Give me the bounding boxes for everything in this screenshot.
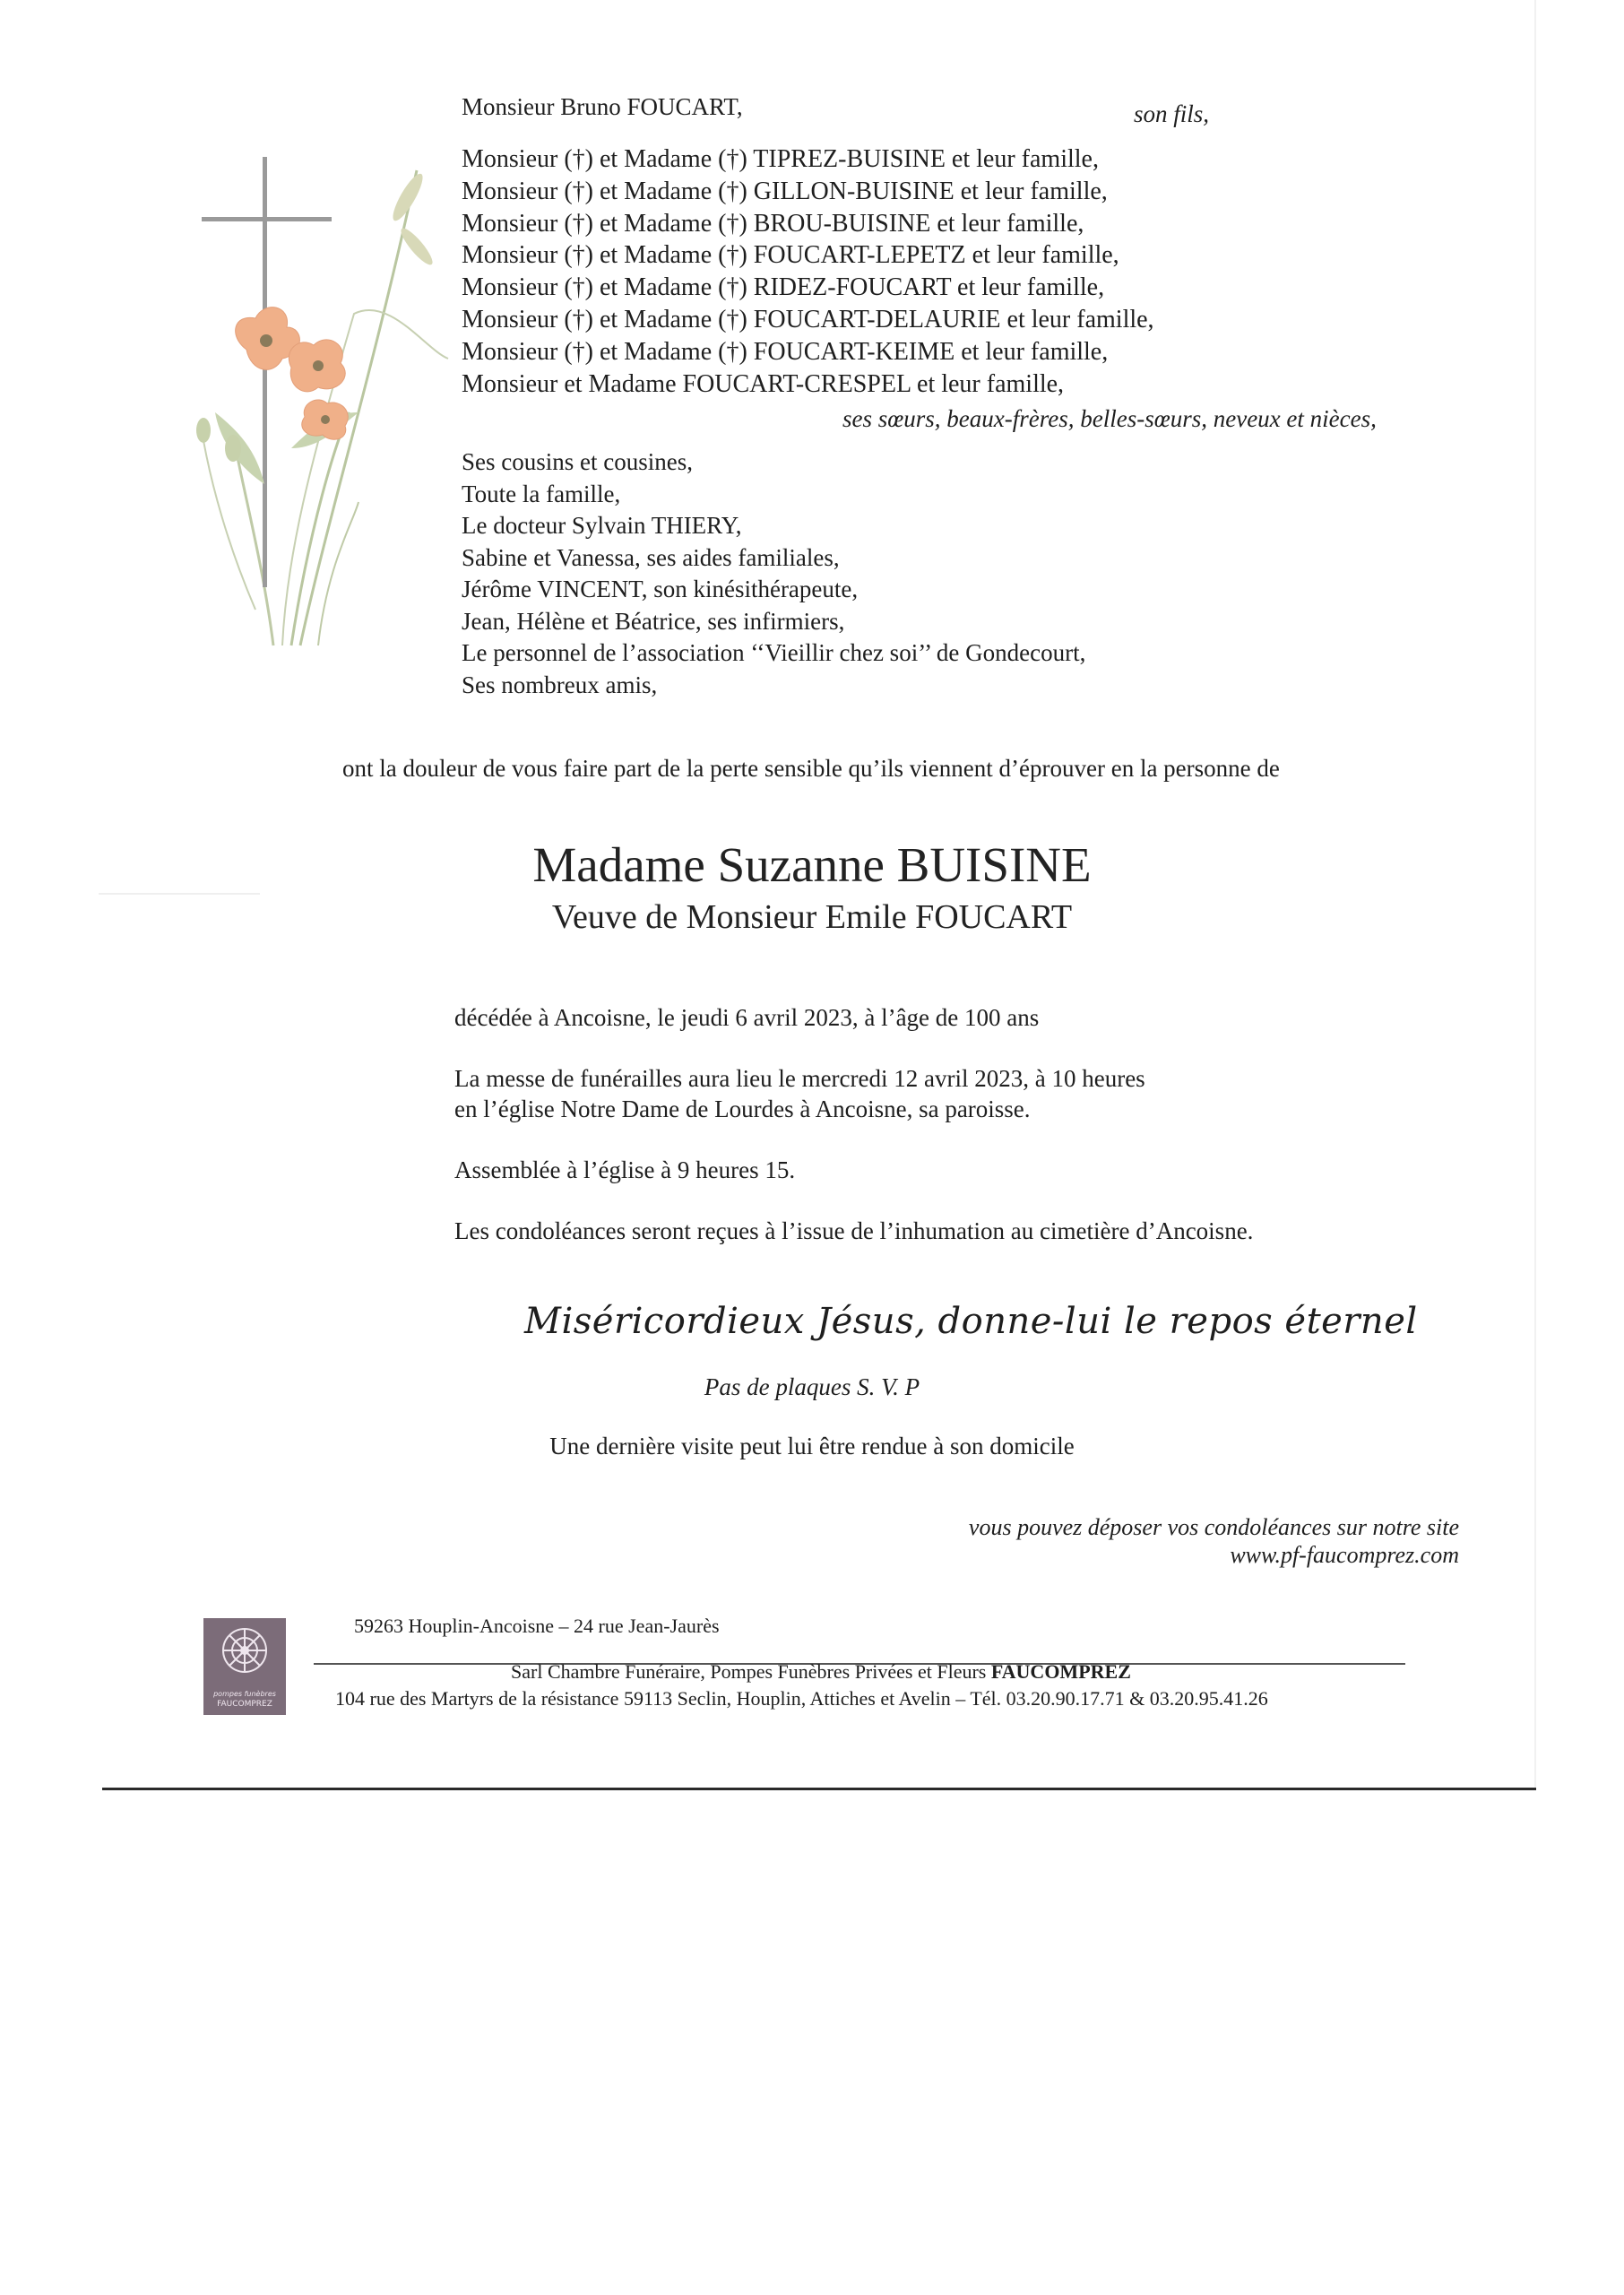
mourner-line: Le personnel de l’association ‘‘Vieillir chez soi’’ de Gondecourt, bbox=[462, 639, 1086, 666]
visit-note: Une dernière visite peut lui être rendue à son domicile bbox=[549, 1433, 1075, 1459]
funeral-line-1: La messe de funérailles aura lieu le mercredi 12 avril 2023, à 10 heures bbox=[454, 1065, 1145, 1092]
family-line: Monsieur (†) et Madame (†) TIPREZ-BUISINE et leur famille, bbox=[462, 145, 1099, 173]
mourner-line: Sabine et Vanessa, ses aides familiales, bbox=[462, 543, 840, 571]
announcement: ont la douleur de vous faire part de la perte sensible qu’ils viennent d’éprouver en la personne de bbox=[342, 755, 1280, 782]
mourner-line: Jean, Hélène et Béatrice, ses infirmiers, bbox=[462, 607, 845, 635]
family-line: Monsieur et Madame FOUCART-CRESPEL et leur famille, bbox=[462, 369, 1065, 398]
online-condolences: vous pouvez déposer vos condoléances sur notre site bbox=[968, 1514, 1459, 1540]
logo-brand: FAUCOMPREZ bbox=[217, 1700, 272, 1709]
prayer: Miséricordieux Jésus, donne-lui le repos éternel bbox=[524, 1301, 1418, 1342]
no-plaques: Pas de plaques S. V. P bbox=[704, 1373, 920, 1400]
company-name: FAUCOMPREZ bbox=[990, 1660, 1131, 1683]
mourner-line: Le docteur Sylvain THIERY, bbox=[462, 512, 742, 539]
footer-company-address: 104 rue des Martyrs de la résistance 59113 Seclin, Houplin, Attiches et Avelin – Tél. 03.20.90.17.71 & 03.20.95.41.26 bbox=[335, 1687, 1268, 1710]
family-relation: ses sœurs, beaux-frères, belles-sœurs, neveux et nièces, bbox=[842, 405, 1377, 432]
company-description: Sarl Chambre Funéraire, Pompes Funèbres Privées et Fleurs bbox=[511, 1660, 987, 1683]
assembly-details: Assemblée à l’église à 9 heures 15. bbox=[454, 1156, 796, 1183]
family-line: Monsieur (†) et Madame (†) FOUCART-DELAURIE et leur famille, bbox=[462, 305, 1154, 333]
mourner-line: Jérôme VINCENT, son kinésithérapeute, bbox=[462, 576, 859, 602]
son-relation: son fils, bbox=[1134, 100, 1210, 127]
bottom-rule bbox=[102, 1788, 1536, 1790]
mourner-line: Toute la famille, bbox=[462, 480, 621, 507]
website-link[interactable]: www.pf-faucomprez.com bbox=[1230, 1542, 1459, 1568]
funeral-line-2: en l’église Notre Dame de Lourdes à Ancoisne, sa paroisse. bbox=[454, 1096, 1031, 1122]
family-line: Monsieur (†) et Madame (†) GILLON-BUISINE et leur famille, bbox=[462, 177, 1108, 205]
other-mourners-list bbox=[462, 446, 1085, 701]
mourner-line: Ses nombreux amis, bbox=[462, 671, 658, 698]
son-name: Monsieur Bruno FOUCART, bbox=[462, 93, 743, 120]
mourner-line: Ses cousins et cousines, bbox=[462, 448, 693, 475]
footer-company bbox=[511, 1658, 1131, 1685]
deceased-name: Madame Suzanne BUISINE bbox=[532, 837, 1092, 892]
footer-address: 59263 Houplin-Ancoisne – 24 rue Jean-Jaurès bbox=[354, 1615, 720, 1637]
death-details: décédée à Ancoisne, le jeudi 6 avril 2023, à l’âge de 100 ans bbox=[454, 1004, 1040, 1031]
family-line: Monsieur (†) et Madame (†) FOUCART-KEIME et leur famille, bbox=[462, 337, 1109, 366]
family-line: Monsieur (†) et Madame (†) RIDEZ-FOUCART et leur famille, bbox=[462, 273, 1105, 302]
funeral-home-logo bbox=[203, 1618, 286, 1715]
cross-poppies-illustration bbox=[193, 143, 462, 663]
rosette-icon bbox=[203, 1618, 286, 1684]
deceased-subtitle: Veuve de Monsieur Emile FOUCART bbox=[551, 898, 1073, 936]
family-list bbox=[462, 143, 1154, 400]
family-line: Monsieur (†) et Madame (†) BROU-BUISINE et leur famille, bbox=[462, 209, 1084, 238]
logo-caption: pompes funèbres bbox=[213, 1690, 276, 1698]
condolences-details: Les condoléances seront reçues à l’issue de l’inhumation au cimetière d’Ancoisne. bbox=[454, 1217, 1254, 1244]
family-line: Monsieur (†) et Madame (†) FOUCART-LEPETZ et leur famille, bbox=[462, 241, 1119, 270]
